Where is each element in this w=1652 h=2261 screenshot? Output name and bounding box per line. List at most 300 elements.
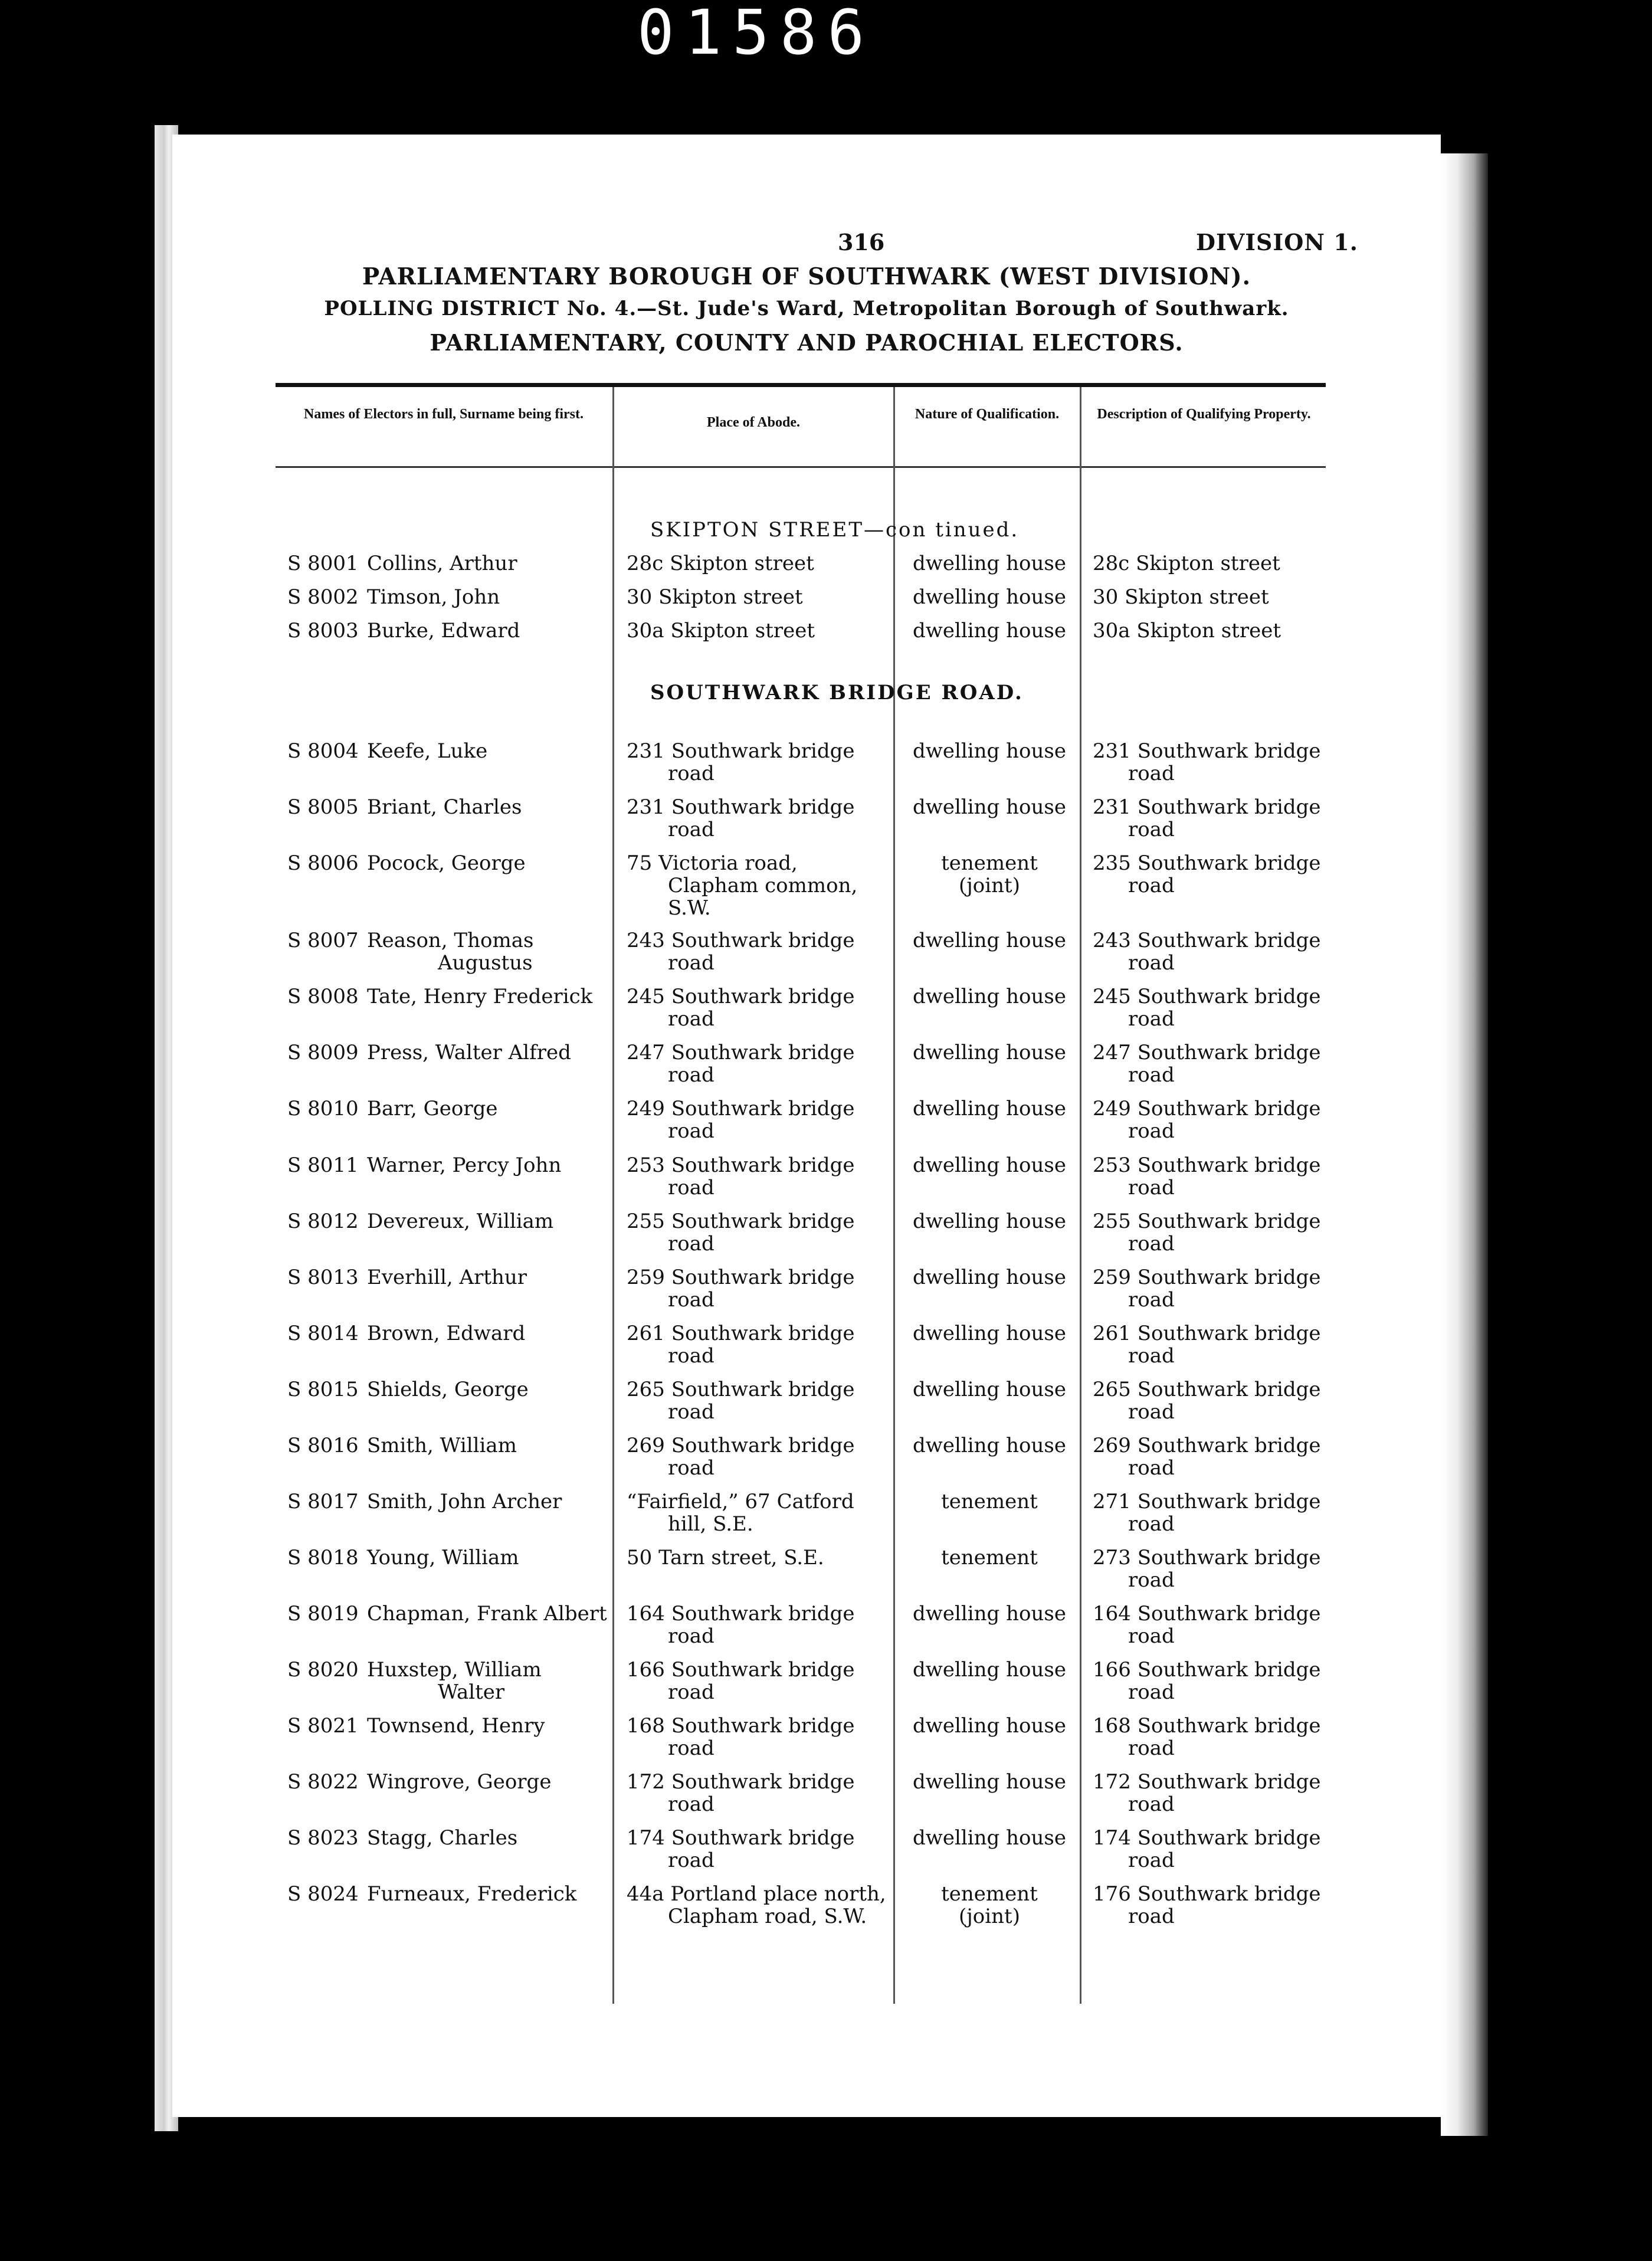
qualification-nature	[898, 1210, 1081, 1233]
qualification-nature	[898, 852, 1081, 897]
qualification-nature	[898, 740, 1081, 762]
place-of-abode	[627, 1378, 892, 1423]
qualifying-property-line: 247 Southwark bridge	[1093, 1041, 1321, 1064]
qualifying-property-line: 231 Southwark bridge	[1093, 739, 1321, 763]
place-of-abode-line: 30a Skipton street	[627, 619, 815, 643]
elector-name-line: Collins, Arthur	[367, 552, 517, 575]
qualifying-property-line: road	[1128, 1568, 1175, 1592]
qualifying-property-line: 166 Southwark bridge	[1093, 1658, 1321, 1682]
qualifying-property	[1093, 1883, 1340, 1928]
qualification-nature-line: dwelling house	[913, 619, 1066, 643]
qualification-nature-line: tenement	[941, 1546, 1038, 1569]
place-of-abode-line: road	[668, 1288, 714, 1312]
place-of-abode-line: road	[668, 1176, 714, 1200]
place-of-abode	[627, 1603, 892, 1647]
qualifying-property	[1093, 1490, 1340, 1535]
place-of-abode	[627, 1434, 892, 1479]
place-of-abode-line: road	[668, 1400, 714, 1424]
qualifying-property-line: road	[1128, 1512, 1175, 1536]
register-page	[172, 135, 1441, 2117]
qualifying-property	[1093, 1041, 1340, 1086]
elector-number-line: S 8002	[287, 585, 359, 609]
qualifying-property	[1093, 1603, 1340, 1647]
table-top-rule	[276, 383, 1326, 387]
place-of-abode-line: S.W.	[668, 896, 711, 920]
qualification-nature	[898, 1827, 1081, 1849]
elector-number-line: S 8017	[287, 1490, 359, 1513]
elector-name	[367, 985, 615, 1008]
qualifying-property-line: 273 Southwark bridge	[1093, 1546, 1321, 1569]
elector-name	[367, 1715, 615, 1737]
elector-number-line: S 8001	[287, 552, 359, 575]
elector-number	[287, 1883, 358, 1905]
qualifying-property-line: road	[1128, 1063, 1175, 1087]
qualification-nature	[898, 985, 1081, 1008]
qualifying-property-line: 255 Southwark bridge	[1093, 1210, 1321, 1233]
qualifying-property-line: 235 Southwark bridge	[1093, 851, 1321, 875]
elector-name-line: Smith, John Archer	[367, 1490, 562, 1513]
place-of-abode-line: 30 Skipton street	[627, 585, 803, 609]
place-of-abode	[627, 1097, 892, 1142]
elector-name-line: Everhill, Arthur	[367, 1266, 527, 1289]
elector-name-line: Keefe, Luke	[367, 739, 488, 763]
elector-number	[287, 1378, 358, 1401]
qualification-nature-line: dwelling house	[913, 1714, 1066, 1738]
qualifying-property	[1093, 620, 1340, 642]
elector-name	[367, 1883, 615, 1905]
qualifying-property-line: 269 Southwark bridge	[1093, 1434, 1321, 1457]
qualification-nature	[898, 620, 1081, 642]
elector-name-line: Walter	[438, 1680, 505, 1704]
elector-number-line: S 8021	[287, 1714, 359, 1738]
elector-name	[367, 1097, 615, 1120]
place-of-abode	[627, 1715, 892, 1759]
elector-name	[367, 586, 615, 608]
elector-name-line: Wingrove, George	[367, 1770, 552, 1794]
elector-number-line: S 8007	[287, 929, 359, 952]
qualifying-property	[1093, 929, 1340, 974]
elector-number	[287, 1322, 358, 1345]
place-of-abode-line: 247 Southwark bridge	[627, 1041, 855, 1064]
qualification-nature-line: dwelling house	[913, 1378, 1066, 1401]
place-of-abode-line: road	[668, 1849, 714, 1872]
place-of-abode-line: road	[668, 1736, 714, 1760]
column-divider	[893, 387, 895, 2004]
qualifying-property-line: 174 Southwark bridge	[1093, 1826, 1321, 1850]
place-of-abode	[627, 1154, 892, 1199]
elector-number-line: S 8005	[287, 795, 359, 819]
elector-number	[287, 620, 358, 642]
qualifying-property-line: road	[1128, 1007, 1175, 1031]
place-of-abode-line: road	[668, 1232, 714, 1256]
place-of-abode	[627, 1490, 892, 1535]
page-title: PARLIAMENTARY BOROUGH OF SOUTHWARK (WEST DIVISION).	[362, 263, 1251, 290]
place-of-abode-line: road	[668, 818, 714, 841]
place-of-abode	[627, 796, 892, 841]
place-of-abode	[627, 1771, 892, 1816]
qualifying-property	[1093, 796, 1340, 841]
elector-number	[287, 552, 358, 575]
qualification-nature	[898, 929, 1081, 952]
qualification-nature-line: dwelling house	[913, 1826, 1066, 1850]
elector-number	[287, 852, 358, 874]
qualification-nature-line: dwelling house	[913, 1266, 1066, 1289]
place-of-abode-line: 172 Southwark bridge	[627, 1770, 855, 1794]
polling-district-line: POLLING DISTRICT No. 4.—St. Jude's Ward, Metropolitan Borough of Southwark.	[324, 297, 1289, 320]
division-label: DIVISION 1.	[1196, 229, 1358, 255]
elector-number	[287, 1771, 358, 1793]
qualifying-property-line: road	[1128, 818, 1175, 841]
elector-number	[287, 1210, 358, 1233]
qualifying-property-line: 265 Southwark bridge	[1093, 1378, 1321, 1401]
qualification-nature	[898, 1546, 1081, 1569]
place-of-abode-line: road	[668, 1007, 714, 1031]
place-of-abode-line: road	[668, 1456, 714, 1480]
place-of-abode	[627, 852, 892, 919]
elector-number	[287, 1154, 358, 1177]
place-of-abode	[627, 985, 892, 1030]
elector-name-line: Augustus	[438, 951, 533, 975]
qualifying-property	[1093, 1322, 1340, 1367]
elector-name-line: Press, Walter Alfred	[367, 1041, 571, 1064]
elector-number-line: S 8015	[287, 1378, 359, 1401]
qualifying-property-line: 249 Southwark bridge	[1093, 1097, 1321, 1120]
qualifying-property-line: road	[1128, 762, 1175, 785]
qualifying-property-line: road	[1128, 1344, 1175, 1368]
elector-number-line: S 8013	[287, 1266, 359, 1289]
place-of-abode	[627, 929, 892, 974]
qualifying-property-line: 245 Southwark bridge	[1093, 985, 1321, 1008]
qualifying-property-line: road	[1128, 1849, 1175, 1872]
elector-name	[367, 740, 615, 762]
place-of-abode-line: road	[668, 1680, 714, 1704]
elector-name-line: Pocock, George	[367, 851, 526, 875]
elector-name	[367, 852, 615, 874]
place-of-abode-line: 269 Southwark bridge	[627, 1434, 855, 1457]
elector-name-line: Smith, William	[367, 1434, 517, 1457]
qualifying-property-line: 28c Skipton street	[1093, 552, 1280, 575]
qualifying-property-line: 176 Southwark bridge	[1093, 1882, 1321, 1906]
elector-number	[287, 740, 358, 762]
qualification-nature-line: tenement	[941, 1882, 1038, 1906]
elector-name	[367, 1378, 615, 1401]
column-header-abode: Place of Abode.	[707, 415, 800, 430]
qualification-nature-line: dwelling house	[913, 585, 1066, 609]
elector-name-line: Furneaux, Frederick	[367, 1882, 577, 1906]
place-of-abode-line: road	[668, 1793, 714, 1816]
place-of-abode	[627, 1266, 892, 1311]
qualifying-property-line: road	[1128, 1176, 1175, 1200]
elector-number	[287, 796, 358, 818]
qualifying-property-line: road	[1128, 1624, 1175, 1648]
qualifying-property	[1093, 1378, 1340, 1423]
elector-number-line: S 8022	[287, 1770, 359, 1794]
qualification-nature	[898, 1097, 1081, 1120]
qualifying-property-line: 172 Southwark bridge	[1093, 1770, 1321, 1794]
qualification-nature	[898, 1603, 1081, 1625]
place-of-abode-line: road	[668, 951, 714, 975]
elector-number	[287, 1266, 358, 1289]
qualifying-property-line: road	[1128, 1232, 1175, 1256]
qualifying-property-line: road	[1128, 1119, 1175, 1143]
qualifying-property-line: road	[1128, 1400, 1175, 1424]
qualification-nature-line: (joint)	[959, 874, 1020, 897]
column-header-description: Description of Qualifying Property.	[1097, 407, 1311, 422]
qualification-nature-line: dwelling house	[913, 1770, 1066, 1794]
qualification-nature	[898, 1322, 1081, 1345]
place-of-abode-line: 265 Southwark bridge	[627, 1378, 855, 1401]
qualifying-property-line: road	[1128, 1680, 1175, 1704]
qualifying-property	[1093, 852, 1340, 897]
qualifying-property	[1093, 1434, 1340, 1479]
place-of-abode-line: Clapham road, S.W.	[668, 1905, 867, 1928]
elector-number	[287, 1603, 358, 1625]
elector-number-line: S 8011	[287, 1154, 359, 1177]
qualification-nature-line: (joint)	[959, 1905, 1020, 1928]
qualification-nature-line: dwelling house	[913, 1602, 1066, 1626]
elector-name-line: Devereux, William	[367, 1210, 554, 1233]
elector-name	[367, 1210, 615, 1233]
elector-name-line: Tate, Henry Frederick	[367, 985, 593, 1008]
elector-number	[287, 1041, 358, 1064]
elector-name-line: Brown, Edward	[367, 1322, 526, 1345]
electors-line: PARLIAMENTARY, COUNTY AND PAROCHIAL ELECTORS.	[430, 329, 1184, 356]
elector-name	[367, 1266, 615, 1289]
elector-number-line: S 8006	[287, 851, 359, 875]
elector-name-line: Shields, George	[367, 1378, 529, 1401]
elector-number-line: S 8016	[287, 1434, 359, 1457]
qualifying-property-line: 164 Southwark bridge	[1093, 1602, 1321, 1626]
place-of-abode-line: 231 Southwark bridge	[627, 795, 855, 819]
qualification-nature	[898, 796, 1081, 818]
place-of-abode-line: 259 Southwark bridge	[627, 1266, 855, 1289]
microfilm-frame-number: 01586	[637, 0, 876, 68]
qualification-nature-line: dwelling house	[913, 739, 1066, 763]
elector-name-line: Stagg, Charles	[367, 1826, 518, 1850]
elector-name	[367, 1434, 615, 1457]
qualifying-property	[1093, 1154, 1340, 1199]
qualification-nature	[898, 1434, 1081, 1457]
place-of-abode-line: 245 Southwark bridge	[627, 985, 855, 1008]
place-of-abode	[627, 1883, 892, 1928]
place-of-abode-line: 249 Southwark bridge	[627, 1097, 855, 1120]
binding-shadow	[1441, 153, 1488, 2136]
elector-number	[287, 929, 358, 952]
qualification-nature	[898, 1154, 1081, 1177]
elector-name	[367, 1154, 615, 1177]
qualifying-property-line: 231 Southwark bridge	[1093, 795, 1321, 819]
section-heading-skipton: SKIPTON STREET—con tinued.	[650, 518, 1020, 542]
elector-number-line: S 8003	[287, 619, 359, 643]
elector-number	[287, 1490, 358, 1513]
place-of-abode-line: 255 Southwark bridge	[627, 1210, 855, 1233]
qualification-nature	[898, 1266, 1081, 1289]
qualification-nature-line: dwelling house	[913, 985, 1066, 1008]
elector-number-line: S 8018	[287, 1546, 359, 1569]
qualifying-property-line: road	[1128, 1288, 1175, 1312]
qualification-nature	[898, 1771, 1081, 1793]
elector-number-line: S 8010	[287, 1097, 359, 1120]
qualifying-property-line: 271 Southwark bridge	[1093, 1490, 1321, 1513]
qualification-nature	[898, 586, 1081, 608]
elector-name-line: Reason, Thomas	[367, 929, 534, 952]
qualifying-property-line: road	[1128, 1793, 1175, 1816]
qualification-nature	[898, 1883, 1081, 1928]
elector-name-line: Townsend, Henry	[367, 1714, 545, 1738]
qualification-nature	[898, 1378, 1081, 1401]
elector-name	[367, 929, 615, 974]
qualification-nature	[898, 552, 1081, 575]
qualification-nature	[898, 1490, 1081, 1513]
elector-number	[287, 1827, 358, 1849]
elector-number-line: S 8023	[287, 1826, 359, 1850]
qualifying-property	[1093, 1546, 1340, 1591]
page-number: 316	[838, 229, 885, 255]
elector-name	[367, 1322, 615, 1345]
elector-name-line: Barr, George	[367, 1097, 498, 1120]
qualifying-property-line: 168 Southwark bridge	[1093, 1714, 1321, 1738]
elector-name	[367, 1659, 615, 1703]
qualifying-property-line: 30 Skipton street	[1093, 585, 1269, 609]
place-of-abode-line: 253 Southwark bridge	[627, 1154, 855, 1177]
qualifying-property-line: 261 Southwark bridge	[1093, 1322, 1321, 1345]
elector-number	[287, 1434, 358, 1457]
place-of-abode-line: road	[668, 1344, 714, 1368]
elector-name	[367, 1827, 615, 1849]
place-of-abode-line: road	[668, 762, 714, 785]
elector-name-line: Briant, Charles	[367, 795, 522, 819]
table-header-rule	[276, 466, 1326, 468]
qualification-nature-line: dwelling house	[913, 795, 1066, 819]
elector-name-line: Burke, Edward	[367, 619, 520, 643]
elector-number-line: S 8009	[287, 1041, 359, 1064]
elector-number	[287, 985, 358, 1008]
place-of-abode-line: 164 Southwark bridge	[627, 1602, 855, 1626]
place-of-abode-line: 261 Southwark bridge	[627, 1322, 855, 1345]
place-of-abode	[627, 1322, 892, 1367]
elector-number-line: S 8020	[287, 1658, 359, 1682]
column-header-names: Names of Electors in full, Surname being first.	[304, 407, 584, 422]
elector-number-line: S 8008	[287, 985, 359, 1008]
elector-number-line: S 8014	[287, 1322, 359, 1345]
place-of-abode	[627, 1041, 892, 1086]
place-of-abode	[627, 620, 892, 642]
place-of-abode-line: hill, S.E.	[668, 1512, 753, 1536]
elector-number-line: S 8024	[287, 1882, 359, 1906]
place-of-abode	[627, 586, 892, 608]
elector-name	[367, 1603, 615, 1625]
qualifying-property	[1093, 1210, 1340, 1255]
place-of-abode-line: 44a Portland place north,	[627, 1882, 886, 1906]
elector-number	[287, 1546, 358, 1569]
qualification-nature	[898, 1715, 1081, 1737]
elector-name	[367, 1546, 615, 1569]
qualifying-property	[1093, 740, 1340, 785]
qualifying-property-line: road	[1128, 874, 1175, 897]
place-of-abode-line: 166 Southwark bridge	[627, 1658, 855, 1682]
place-of-abode-line: 50 Tarn street, S.E.	[627, 1546, 824, 1569]
place-of-abode	[627, 1659, 892, 1703]
place-of-abode	[627, 1210, 892, 1255]
elector-name-line: Young, William	[367, 1546, 519, 1569]
elector-name-line: Chapman, Frank Albert	[367, 1602, 607, 1626]
place-of-abode	[627, 1546, 892, 1569]
place-of-abode-line: road	[668, 1119, 714, 1143]
place-of-abode-line: 231 Southwark bridge	[627, 739, 855, 763]
elector-number-line: S 8019	[287, 1602, 359, 1626]
place-of-abode-line: 28c Skipton street	[627, 552, 814, 575]
qualifying-property	[1093, 1097, 1340, 1142]
qualification-nature-line: dwelling house	[913, 1322, 1066, 1345]
section-heading-southwark: SOUTHWARK BRIDGE ROAD.	[650, 681, 1024, 704]
elector-name-line: Huxstep, William	[367, 1658, 542, 1682]
qualification-nature-line: tenement	[941, 1490, 1038, 1513]
place-of-abode	[627, 1827, 892, 1872]
place-of-abode-line: road	[668, 1063, 714, 1087]
place-of-abode-line: 174 Southwark bridge	[627, 1826, 855, 1850]
qualifying-property-line: 253 Southwark bridge	[1093, 1154, 1321, 1177]
qualification-nature-line: dwelling house	[913, 1041, 1066, 1064]
place-of-abode-line: Clapham common,	[668, 874, 858, 897]
elector-name-line: Warner, Percy John	[367, 1154, 562, 1177]
qualifying-property	[1093, 985, 1340, 1030]
qualification-nature-line: dwelling house	[913, 1097, 1066, 1120]
elector-name	[367, 1490, 615, 1513]
qualification-nature-line: dwelling house	[913, 1210, 1066, 1233]
elector-number	[287, 586, 358, 608]
place-of-abode	[627, 552, 892, 575]
qualifying-property	[1093, 1715, 1340, 1759]
elector-name	[367, 1041, 615, 1064]
qualifying-property-line: road	[1128, 1905, 1175, 1928]
elector-number	[287, 1659, 358, 1681]
qualification-nature-line: dwelling house	[913, 1154, 1066, 1177]
elector-name	[367, 620, 615, 642]
qualifying-property	[1093, 1827, 1340, 1872]
qualifying-property-line: road	[1128, 1736, 1175, 1760]
place-of-abode-line: 243 Southwark bridge	[627, 929, 855, 952]
qualifying-property	[1093, 1266, 1340, 1311]
qualification-nature-line: dwelling house	[913, 1658, 1066, 1682]
place-of-abode-line: 168 Southwark bridge	[627, 1714, 855, 1738]
elector-name-line: Timson, John	[367, 585, 500, 609]
qualification-nature-line: dwelling house	[913, 1434, 1066, 1457]
qualifying-property-line: road	[1128, 951, 1175, 975]
place-of-abode-line: road	[668, 1624, 714, 1648]
elector-name	[367, 796, 615, 818]
qualifying-property-line: road	[1128, 1456, 1175, 1480]
elector-number-line: S 8012	[287, 1210, 359, 1233]
column-header-nature: Nature of Qualification.	[914, 407, 1060, 422]
qualification-nature	[898, 1659, 1081, 1681]
elector-name	[367, 1771, 615, 1793]
place-of-abode-line: “Fairfield,” 67 Catford	[627, 1490, 854, 1513]
qualifying-property-line: 243 Southwark bridge	[1093, 929, 1321, 952]
qualification-nature-line: dwelling house	[913, 552, 1066, 575]
qualifying-property-line: 30a Skipton street	[1093, 619, 1281, 643]
elector-number	[287, 1097, 358, 1120]
elector-name	[367, 552, 615, 575]
qualification-nature-line: tenement	[941, 851, 1038, 875]
qualifying-property-line: 259 Southwark bridge	[1093, 1266, 1321, 1289]
qualification-nature-line: dwelling house	[913, 929, 1066, 952]
qualifying-property	[1093, 1771, 1340, 1816]
qualifying-property	[1093, 552, 1340, 575]
place-of-abode	[627, 740, 892, 785]
elector-number-line: S 8004	[287, 739, 359, 763]
qualifying-property	[1093, 586, 1340, 608]
qualification-nature	[898, 1041, 1081, 1064]
